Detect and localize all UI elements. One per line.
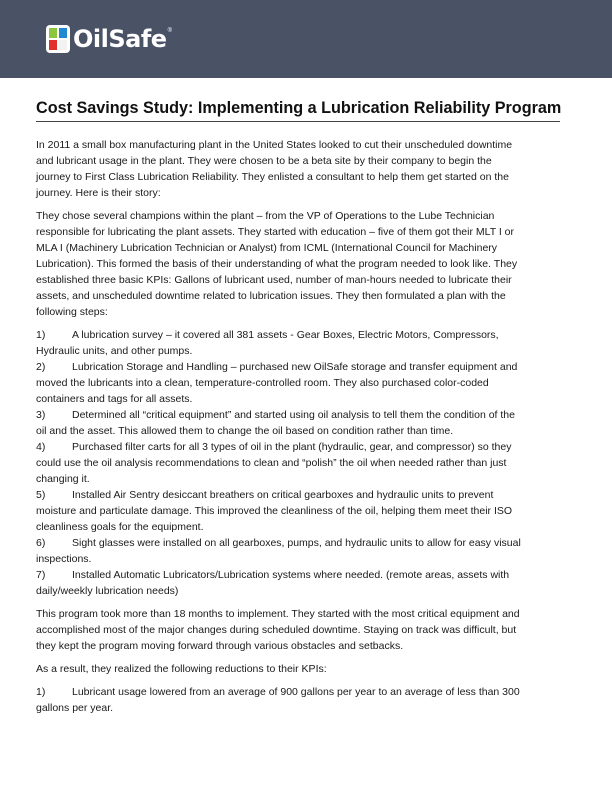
steps-list bbox=[36, 327, 576, 599]
result-item bbox=[36, 684, 576, 716]
intro-line: and lubricant usage in the plant. They were chosen to be a beta site by their company to begin the bbox=[36, 155, 492, 167]
logo-trademark: ® bbox=[167, 28, 172, 34]
step-text: could use the oil analysis recommendations to clean and “polish” the oil when needed rather than just bbox=[36, 457, 507, 469]
step-text: Purchased filter carts for all 3 types of oil in the plant (hydraulic, gear, and compressor) so they bbox=[72, 441, 512, 453]
champions-line: They chose several champions within the plant – from the VP of Operations to the Lube Technician bbox=[36, 210, 495, 222]
step-text: A lubrication survey – it covered all 381 assets - Gear Boxes, Electric Motors, Compressors, bbox=[72, 329, 499, 341]
step-text: changing it. bbox=[36, 473, 90, 485]
step-item bbox=[36, 359, 576, 407]
step-number: 3) bbox=[36, 409, 46, 421]
result-text: Lubricant usage lowered from an average of 900 gallons per year to an average of less than 300 bbox=[72, 686, 520, 698]
step-text: Hydraulic units, and other pumps. bbox=[36, 345, 193, 357]
program-line: they kept the program moving forward through various obstacles and setbacks. bbox=[36, 640, 404, 652]
step-number: 5) bbox=[36, 489, 46, 501]
step-text: Installed Air Sentry desiccant breathers on critical gearboxes and hydraulic units to prevent bbox=[72, 489, 494, 501]
oilsafe-logo-icon bbox=[45, 24, 71, 54]
results-list bbox=[36, 684, 576, 716]
step-text: Determined all “critical equipment” and started using oil analysis to tell them the condition of the bbox=[72, 409, 515, 421]
champions-line: MLA I (Machinery Lubrication Technician or Analyst) from ICML (International Council for Machinery bbox=[36, 242, 498, 254]
intro-line: journey. Here is their story: bbox=[36, 187, 161, 199]
champions-line: Lubrication). This formed the basis of their understanding of what the program needed to look like. They bbox=[36, 258, 518, 270]
step-number: 4) bbox=[36, 441, 46, 453]
step-text: moved the lubricants into a clean, temperature-controlled room. They also purchased color-coded bbox=[36, 377, 489, 389]
step-text: containers and tags for all assets. bbox=[36, 393, 193, 405]
step-text: Sight glasses were installed on all gearboxes, pumps, and hydraulic units to allow for easy visual bbox=[72, 537, 521, 549]
result-paragraph: As a result, they realized the following reductions to their KPIs: bbox=[36, 663, 327, 675]
step-number: 2) bbox=[36, 361, 46, 373]
step-text: daily/weekly lubrication needs) bbox=[36, 585, 179, 597]
step-item bbox=[36, 407, 576, 439]
result-number: 1) bbox=[36, 686, 46, 698]
document-body bbox=[36, 137, 576, 723]
step-text: Installed Automatic Lubricators/Lubrication systems where needed. (remote areas, assets with bbox=[72, 569, 510, 581]
champions-paragraph bbox=[36, 208, 576, 320]
step-item bbox=[36, 439, 576, 487]
program-paragraph bbox=[36, 606, 576, 654]
step-item bbox=[36, 567, 576, 599]
intro-paragraph bbox=[36, 137, 576, 201]
program-line: This program took more than 18 months to implement. They started with the most critical equipment and bbox=[36, 608, 520, 620]
intro-line: journey to First Class Lubrication Reliability. They enlisted a consultant to help them get started on the bbox=[36, 171, 509, 183]
page-title: Cost Savings Study: Implementing a Lubrication Reliability Program bbox=[36, 99, 562, 117]
step-item bbox=[36, 327, 576, 359]
header-band bbox=[0, 0, 612, 78]
program-line: accomplished most of the major changes during scheduled downtime. Staying on track was difficult, but bbox=[36, 624, 517, 636]
champions-line: established three basic KPIs: Gallons of lubricant used, number of man-hours needed to lubricate their bbox=[36, 274, 512, 286]
step-item bbox=[36, 535, 576, 567]
step-number: 6) bbox=[36, 537, 46, 549]
step-item bbox=[36, 487, 576, 535]
champions-line: following steps: bbox=[36, 306, 108, 318]
champions-line: assets, and unscheduled downtime related to lubrication issues. They then formulated a plan with the bbox=[36, 290, 506, 302]
champions-line: responsible for lubricating the plant assets. They started with education – five of them got their MLT I or bbox=[36, 226, 515, 238]
step-text: inspections. bbox=[36, 553, 92, 565]
title-divider bbox=[36, 121, 560, 122]
intro-line: In 2011 a small box manufacturing plant in the United States looked to cut their unscheduled downtime bbox=[36, 139, 513, 151]
step-text: Lubrication Storage and Handling – purchased new OilSafe storage and transfer equipment and bbox=[72, 361, 518, 373]
step-text: cleanliness goals for the equipment. bbox=[36, 521, 204, 533]
step-number: 7) bbox=[36, 569, 46, 581]
logo-text: OilSafe bbox=[73, 25, 167, 53]
step-text: moisture and particulate damage. This improved the cleanliness of the oil, helping them meet their ISO bbox=[36, 505, 513, 517]
result-text: gallons per year. bbox=[36, 702, 114, 714]
step-text: oil and the asset. This allowed them to change the oil based on condition rather than time. bbox=[36, 425, 454, 437]
step-number: 1) bbox=[36, 329, 46, 341]
oilsafe-logo bbox=[45, 22, 172, 56]
